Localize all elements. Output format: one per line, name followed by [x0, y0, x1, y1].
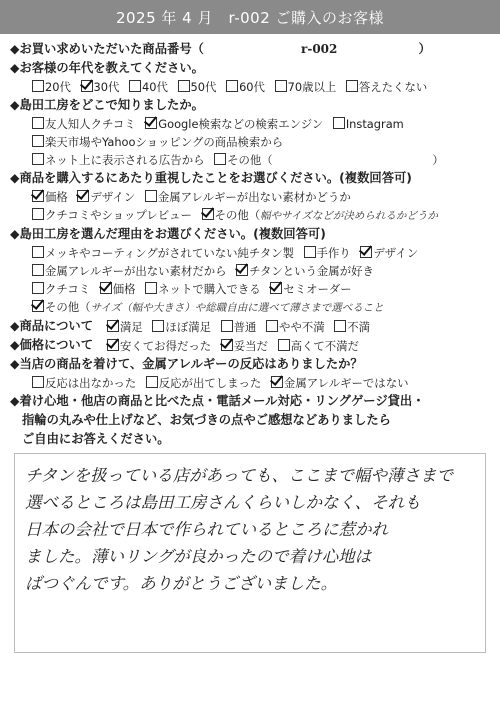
other-handwritten-answer[interactable]: 幅やサイズなどが決められるかどうか	[260, 210, 438, 222]
option-handmade[interactable]: 手作り	[304, 244, 351, 262]
option-satisfied[interactable]: 満足	[107, 318, 143, 336]
question-age: ◆お客様の年代を教えてください。	[10, 61, 204, 75]
option-no-answer[interactable]: 答えたくない	[346, 78, 427, 96]
free-answer-line: 日本の会社で日本で作られているところに惹かれ	[25, 520, 388, 539]
question-product-number: ◆お買い求めいただいた商品番号（ r-002 ）	[10, 40, 490, 59]
checkbox[interactable]	[178, 80, 190, 92]
checkbox-checked[interactable]	[32, 300, 44, 312]
allergy-reaction-options	[10, 374, 490, 392]
option-marketplace-search[interactable]: 楽天市場やYahooショッピングの商品検索から	[32, 133, 283, 151]
option-70s-plus[interactable]: 70歳以上	[275, 78, 337, 96]
question-price-row	[10, 336, 490, 355]
option-online-purchase[interactable]: ネットで購入できる	[145, 280, 261, 298]
checkbox[interactable]	[346, 80, 358, 92]
question-price: ◆価格について	[10, 338, 93, 352]
checkbox-checked[interactable]	[236, 264, 248, 276]
question-product-satisfaction: ◆商品について	[10, 319, 93, 333]
other-handwritten-answer[interactable]: サイズ（幅や大きさ）や総職自由に選べて薄さまで選べること	[90, 302, 384, 314]
option-pure-titanium[interactable]: メッキやコーティングがされていない純チタン製	[32, 244, 294, 262]
product-satisfaction-options	[107, 318, 376, 336]
checkbox[interactable]	[32, 117, 44, 129]
page-header	[0, 0, 500, 34]
checkbox[interactable]	[32, 282, 44, 294]
checkbox-checked[interactable]	[100, 282, 112, 294]
option-price[interactable]: 価格	[100, 280, 136, 298]
question-comments: ◆着け心地・他店の商品と比べた点・電話メール対応・リングゲージ貸出・ 指輪の丸みや仕上げなど、お気づきの点やご感想などありましたら ご自由にお答えください。	[10, 394, 425, 446]
option-60s[interactable]: 60代	[226, 78, 265, 96]
option-allergy-free-material[interactable]: 金属アレルギーが出ない素材だから	[32, 262, 227, 280]
checkbox-checked[interactable]	[81, 80, 93, 92]
checkbox-checked[interactable]	[107, 320, 119, 332]
option-search-engine[interactable]: Google検索などの検索エンジン	[145, 115, 323, 133]
product-number-answer[interactable]: r-002	[301, 42, 338, 56]
checkbox[interactable]	[226, 80, 238, 92]
free-answer-line: チタンを扱っている店があっても、ここまで幅や薄さまで	[25, 466, 454, 485]
option-had-reaction[interactable]: 反応が出てしまった	[146, 374, 262, 392]
free-answer-line: ました。薄いリングが良かったので着け心地は	[25, 547, 372, 566]
option-reasonable[interactable]: 妥当だ	[221, 337, 268, 355]
checkbox[interactable]	[32, 246, 44, 258]
checkbox[interactable]	[275, 80, 287, 92]
checkbox-checked[interactable]	[107, 339, 119, 351]
option-neutral[interactable]: 普通	[221, 318, 257, 336]
survey-form	[0, 34, 500, 653]
option-word-of-mouth[interactable]: 友人知人クチコミ	[32, 115, 136, 133]
checkbox[interactable]	[146, 376, 158, 388]
checkbox[interactable]	[266, 320, 278, 332]
checkbox[interactable]	[32, 376, 44, 388]
question-purchase-priority: ◆商品を購入するにあたり重視したことをお選びください。(複数回答可)	[10, 171, 412, 185]
how-found-options: 友人知人クチコミ Google検索などの検索エンジン Instagram 楽天市場やYahooショッピングの商品検索から ネット上に表示される広告から その他（ ）	[10, 115, 490, 169]
checkbox[interactable]	[145, 282, 157, 294]
checkbox[interactable]	[32, 264, 44, 276]
question-allergy-reaction: ◆当店の商品を着けて、金属アレルギーの反応はありましたか？	[10, 357, 363, 371]
option-reviews[interactable]: クチコミ	[32, 280, 90, 298]
checkbox[interactable]	[333, 117, 345, 129]
option-30s[interactable]: 30代	[81, 78, 120, 96]
checkbox[interactable]	[334, 320, 346, 332]
free-answer-line: 選べるところは島田工房さんくらいしかなく、それも	[25, 493, 421, 512]
checkbox[interactable]	[145, 190, 157, 202]
checkbox-checked[interactable]	[202, 208, 214, 220]
option-mostly-satisfied[interactable]: ほぼ満足	[152, 318, 211, 336]
option-no-reaction[interactable]: 反応は出なかった	[32, 374, 136, 392]
page-title: 2025 年 4 月 r-002 ご購入のお客様	[115, 8, 385, 27]
option-40s[interactable]: 40代	[129, 78, 168, 96]
free-answer-box[interactable]	[14, 453, 486, 653]
option-reviews[interactable]: クチコミやショップレビュー	[32, 206, 192, 224]
checkbox-checked[interactable]	[271, 376, 283, 388]
age-options	[10, 78, 490, 96]
checkbox[interactable]	[304, 246, 316, 258]
checkbox[interactable]	[32, 80, 44, 92]
option-20s[interactable]: 20代	[32, 78, 71, 96]
checkbox[interactable]	[32, 135, 44, 147]
checkbox[interactable]	[32, 208, 44, 220]
option-semi-order[interactable]: セミオーダー	[270, 280, 351, 298]
option-not-allergic[interactable]: 金属アレルギーではない	[271, 374, 409, 392]
option-dissatisfied[interactable]: 不満	[334, 318, 370, 336]
checkbox[interactable]	[278, 339, 290, 351]
purchase-priority-options	[10, 188, 490, 225]
option-price[interactable]: 価格	[32, 188, 68, 206]
price-options	[107, 337, 365, 355]
option-somewhat-dissatisfied[interactable]: やや不満	[266, 318, 325, 336]
free-answer-line: ばつぐんです。ありがとうございました。	[25, 574, 338, 593]
option-instagram[interactable]: Instagram	[333, 115, 404, 133]
option-other[interactable]: その他（	[202, 206, 261, 224]
option-allergy-free[interactable]: 金属アレルギーが出ない素材かどうか	[145, 188, 351, 206]
checkbox-checked[interactable]	[270, 282, 282, 294]
checkbox[interactable]	[129, 80, 141, 92]
option-design[interactable]: デザイン	[360, 244, 418, 262]
reason-chosen-options	[10, 244, 490, 317]
option-likes-titanium[interactable]: チタンという金属が好き	[236, 262, 374, 280]
checkbox-checked[interactable]	[32, 190, 44, 202]
question-how-found: ◆島田工房をどこで知りましたか。	[10, 98, 204, 112]
option-good-value[interactable]: 安くてお得だった	[107, 337, 211, 355]
checkbox[interactable]	[214, 153, 226, 165]
checkbox-checked[interactable]	[360, 246, 372, 258]
question-reason-chosen: ◆島田工房を選んだ理由をお選びください。(複数回答可)	[10, 227, 326, 241]
question-product-satisfaction-row	[10, 317, 490, 336]
checkbox-checked[interactable]	[77, 190, 89, 202]
option-other[interactable]: その他（	[32, 298, 91, 316]
option-too-expensive[interactable]: 高くて不満だ	[278, 337, 359, 355]
checkbox[interactable]	[152, 320, 164, 332]
option-other[interactable]: その他（	[214, 151, 273, 169]
checkbox[interactable]	[221, 320, 233, 332]
option-50s[interactable]: 50代	[178, 78, 217, 96]
checkbox[interactable]	[32, 153, 44, 165]
option-web-ads[interactable]: ネット上に表示される広告から	[32, 151, 204, 169]
checkbox-checked[interactable]	[145, 117, 157, 129]
checkbox-checked[interactable]	[221, 339, 233, 351]
option-design[interactable]: デザイン	[77, 188, 135, 206]
